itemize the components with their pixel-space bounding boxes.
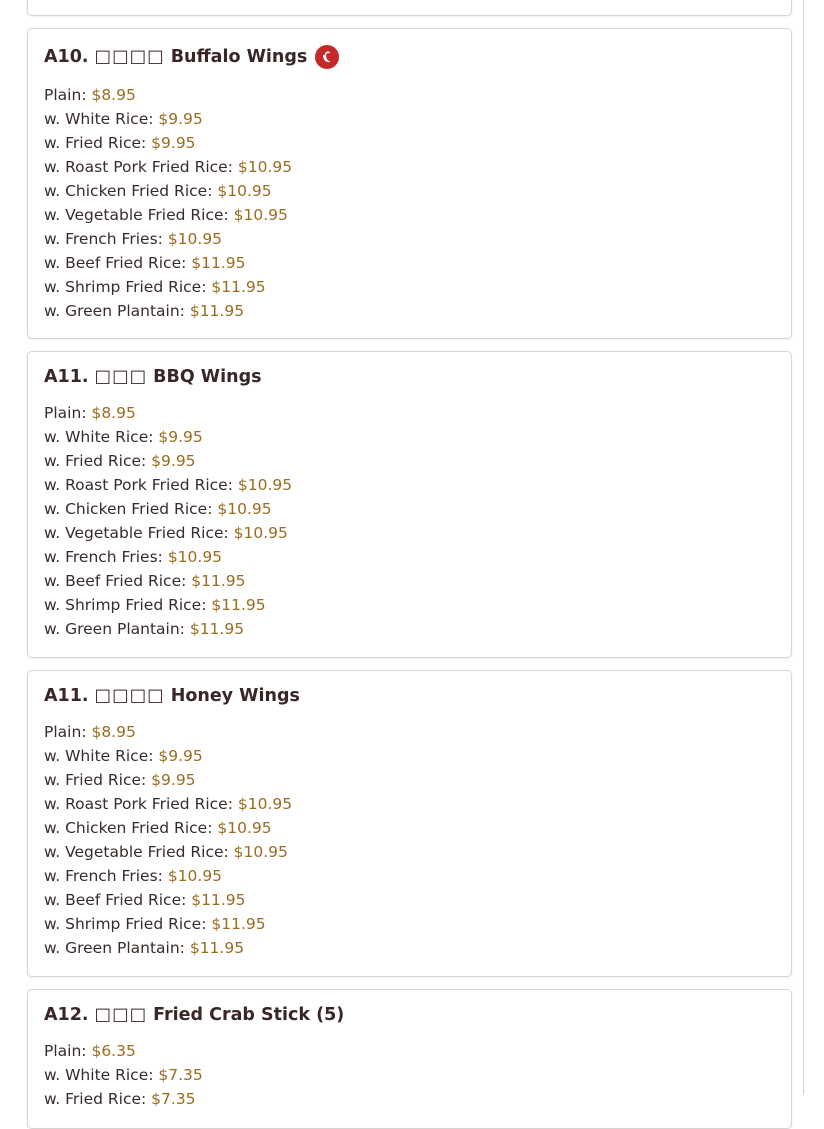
price-label: w. Fried Rice: — [44, 1090, 147, 1108]
price-label: w. Fried Rice: — [44, 771, 147, 789]
price-label: w. Roast Pork Fried Rice: — [44, 158, 233, 176]
item-chinese-name: □□□□ — [94, 47, 165, 67]
price-row — [44, 840, 292, 864]
price-value: $10.95 — [233, 843, 288, 861]
scrollbar-edge — [803, 0, 804, 1095]
price-row — [44, 227, 292, 251]
price-row — [44, 1087, 203, 1111]
chili-pepper-icon — [315, 45, 339, 69]
price-list — [44, 720, 292, 960]
price-value: $11.95 — [189, 620, 245, 638]
price-list — [44, 83, 292, 323]
price-value: $8.95 — [91, 404, 136, 422]
price-row — [44, 473, 292, 497]
item-chinese-name: □□□ — [94, 1005, 148, 1025]
menu-item-card-fried-crab-stick[interactable] — [27, 989, 792, 1129]
price-label: w. Shrimp Fried Rice: — [44, 915, 207, 933]
price-value: $9.95 — [151, 452, 196, 470]
price-row — [44, 792, 292, 816]
price-list — [44, 401, 292, 641]
price-label: w. French Fries: — [44, 867, 163, 885]
price-list — [44, 1039, 203, 1111]
menu-item-card-buffalo-wings[interactable] — [27, 28, 792, 339]
price-label: w. Vegetable Fried Rice: — [44, 843, 229, 861]
price-label: Plain: — [44, 1042, 87, 1060]
price-value: $7.35 — [151, 1090, 196, 1108]
price-value: $10.95 — [217, 182, 272, 200]
price-value: $10.95 — [233, 524, 288, 542]
price-label: w. Roast Pork Fried Rice: — [44, 476, 233, 494]
price-value: $11.95 — [191, 891, 246, 909]
item-code: A10. — [44, 47, 89, 67]
price-row — [44, 299, 292, 323]
item-name: Buffalo Wings — [170, 47, 308, 67]
price-row — [44, 155, 292, 179]
item-name: Fried Crab Stick (5) — [153, 1005, 345, 1025]
price-value: $11.95 — [211, 278, 266, 296]
price-label: w. French Fries: — [44, 548, 163, 566]
price-value: $10.95 — [233, 206, 288, 224]
price-value: $7.35 — [158, 1066, 203, 1084]
price-value: $11.95 — [189, 939, 245, 957]
price-label: w. Green Plantain: — [44, 302, 185, 320]
price-row — [44, 449, 292, 473]
price-value: $10.95 — [217, 500, 272, 518]
price-value: $8.95 — [91, 86, 136, 104]
price-row — [44, 251, 292, 275]
price-value: $8.95 — [91, 723, 136, 741]
price-value: $10.95 — [237, 476, 293, 494]
price-label: w. Green Plantain: — [44, 620, 185, 638]
price-label: Plain: — [44, 86, 87, 104]
price-row — [44, 1063, 203, 1087]
price-label: Plain: — [44, 723, 87, 741]
price-row — [44, 617, 292, 641]
price-value: $9.95 — [158, 747, 203, 765]
item-title — [44, 45, 339, 69]
price-label: w. French Fries: — [44, 230, 163, 248]
price-label: w. Chicken Fried Rice: — [44, 819, 213, 837]
price-row — [44, 179, 292, 203]
price-row — [44, 1039, 203, 1063]
price-row — [44, 131, 292, 155]
menu-item-card-honey-wings[interactable] — [27, 670, 792, 977]
price-label: w. White Rice: — [44, 747, 154, 765]
price-value: $10.95 — [217, 819, 272, 837]
price-label: w. White Rice: — [44, 428, 154, 446]
price-row — [44, 936, 292, 960]
price-label: w. Green Plantain: — [44, 939, 185, 957]
menu-item-card-bbq-wings[interactable] — [27, 351, 792, 658]
price-value: $11.95 — [191, 572, 246, 590]
item-code: A11. — [44, 686, 89, 706]
price-row — [44, 720, 292, 744]
price-label: w. Roast Pork Fried Rice: — [44, 795, 233, 813]
item-title — [44, 686, 300, 706]
price-value: $11.95 — [189, 302, 245, 320]
price-row — [44, 888, 292, 912]
price-value: $10.95 — [237, 795, 293, 813]
price-row — [44, 83, 292, 107]
price-value: $10.95 — [167, 867, 223, 885]
price-label: w. Shrimp Fried Rice: — [44, 596, 207, 614]
item-code: A11. — [44, 367, 89, 387]
price-label: w. Fried Rice: — [44, 134, 147, 152]
price-row — [44, 744, 292, 768]
price-value: $6.35 — [91, 1042, 136, 1060]
price-row — [44, 912, 292, 936]
price-label: w. Chicken Fried Rice: — [44, 182, 213, 200]
item-title — [44, 1005, 344, 1025]
price-row — [44, 864, 292, 888]
item-name: Honey Wings — [170, 686, 300, 706]
item-title — [44, 367, 262, 387]
price-value: $11.95 — [191, 254, 246, 272]
price-row — [44, 521, 292, 545]
price-value: $9.95 — [151, 771, 196, 789]
price-row — [44, 107, 292, 131]
price-row — [44, 569, 292, 593]
price-row — [44, 275, 292, 299]
price-row — [44, 816, 292, 840]
price-label: w. Shrimp Fried Rice: — [44, 278, 207, 296]
price-value: $9.95 — [158, 110, 203, 128]
price-label: w. Vegetable Fried Rice: — [44, 206, 229, 224]
price-label: w. Fried Rice: — [44, 452, 147, 470]
price-value: $11.95 — [211, 915, 266, 933]
price-label: w. Beef Fried Rice: — [44, 891, 187, 909]
price-label: w. Vegetable Fried Rice: — [44, 524, 229, 542]
menu-item-card-previous[interactable] — [27, 0, 792, 16]
item-code: A12. — [44, 1005, 89, 1025]
price-value: $10.95 — [237, 158, 293, 176]
price-row — [44, 497, 292, 521]
price-row — [44, 425, 292, 449]
price-value: $10.95 — [167, 548, 223, 566]
price-row — [44, 203, 292, 227]
price-value: $9.95 — [158, 428, 203, 446]
price-label: w. White Rice: — [44, 1066, 154, 1084]
item-name: BBQ Wings — [153, 367, 262, 387]
price-label: w. Beef Fried Rice: — [44, 254, 187, 272]
price-label: Plain: — [44, 404, 87, 422]
price-label: w. Beef Fried Rice: — [44, 572, 187, 590]
item-chinese-name: □□□□ — [94, 686, 165, 706]
price-label: w. Chicken Fried Rice: — [44, 500, 213, 518]
price-row — [44, 768, 292, 792]
price-value: $9.95 — [151, 134, 196, 152]
price-row — [44, 545, 292, 569]
price-label: w. White Rice: — [44, 110, 154, 128]
price-value: $11.95 — [211, 596, 266, 614]
price-row — [44, 401, 292, 425]
item-chinese-name: □□□ — [94, 367, 148, 387]
price-row — [44, 593, 292, 617]
price-value: $10.95 — [167, 230, 223, 248]
